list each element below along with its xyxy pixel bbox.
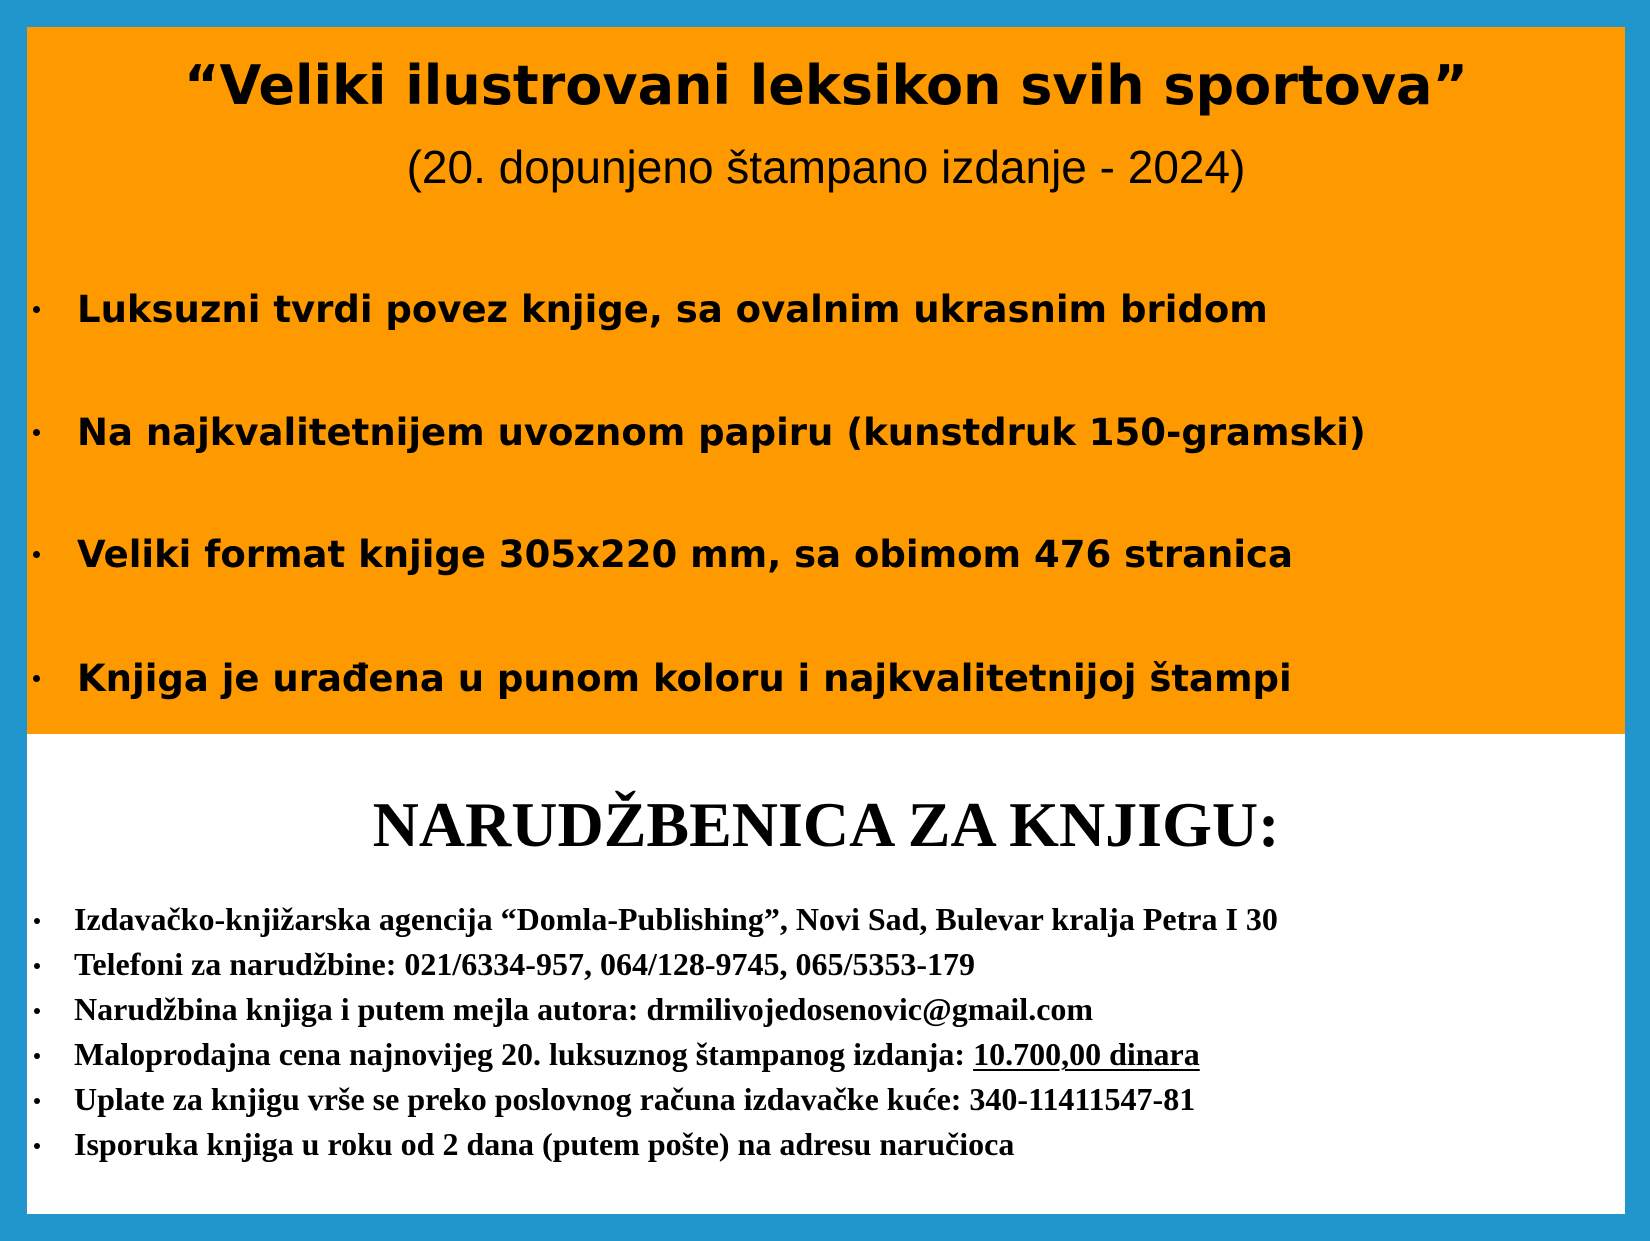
retail-price-value: 10.700,00 dinara: [973, 1036, 1200, 1072]
feature-text: Luksuzni tvrdi povez knjige, sa ovalnim ukrasnim bridom: [77, 288, 1268, 331]
feature-item: [27, 649, 1625, 709]
delivery-info: Isporuka knjiga u roku od 2 dana (putem pošte) na adresu naručioca: [74, 1126, 1015, 1162]
feature-item: [27, 280, 1625, 340]
bullet-icon: [34, 1008, 40, 1014]
payment-account: Uplate za knjigu vrše se preko poslovnog računa izdavačke kuće: 340-11411547-81: [74, 1081, 1196, 1117]
publisher-address: Izdavačko-knjižarska agencija “Domla-Publishing”, Novi Sad, Bulevar kralja Petra I 30: [74, 901, 1278, 937]
order-info-item: [27, 1032, 1625, 1076]
bullet-icon: [34, 963, 40, 969]
order-info-item: [27, 987, 1625, 1031]
bullet-icon: [34, 1143, 40, 1149]
bullet-icon: [33, 675, 40, 682]
order-info-item: [27, 942, 1625, 986]
bullet-icon: [34, 1098, 40, 1104]
book-info-panel: [27, 27, 1625, 734]
order-form-heading: NARUDŽBENICA ZA KNJIGU:: [372, 789, 1280, 860]
order-email: Narudžbina knjiga i putem mejla autora: drmilivojedosenovic@gmail.com: [74, 991, 1094, 1027]
order-info-item: [27, 1122, 1625, 1166]
order-info-item: [27, 1077, 1625, 1121]
order-info-item: [27, 897, 1625, 941]
feature-text: Veliki format knjige 305x220 mm, sa obimom 476 stranica: [77, 533, 1293, 576]
bullet-icon: [34, 918, 40, 924]
book-title: “Veliki ilustrovani leksikon svih sportova”: [184, 54, 1468, 117]
feature-item: [27, 525, 1625, 585]
bullet-icon: [33, 306, 40, 313]
feature-text: Na najkvalitetnijem uvoznom papiru (kunstdruk 150-gramski): [77, 411, 1366, 454]
bullet-icon: [33, 429, 40, 436]
flyer-frame: [27, 27, 1625, 1214]
retail-price-line: [74, 1032, 1200, 1076]
retail-price-label: Maloprodajna cena najnovijeg 20. luksuznog štampanog izdanja:: [74, 1036, 974, 1072]
feature-item: [27, 403, 1625, 463]
bullet-icon: [34, 1053, 40, 1059]
order-phones: Telefoni za narudžbine: 021/6334-957, 064/128-9745, 065/5353-179: [74, 946, 976, 982]
feature-text: Knjiga je urađena u punom koloru i najkvalitetnijoj štampi: [77, 657, 1292, 700]
bullet-icon: [33, 551, 40, 558]
book-edition-subtitle: (20. dopunjeno štampano izdanje - 2024): [406, 141, 1246, 193]
